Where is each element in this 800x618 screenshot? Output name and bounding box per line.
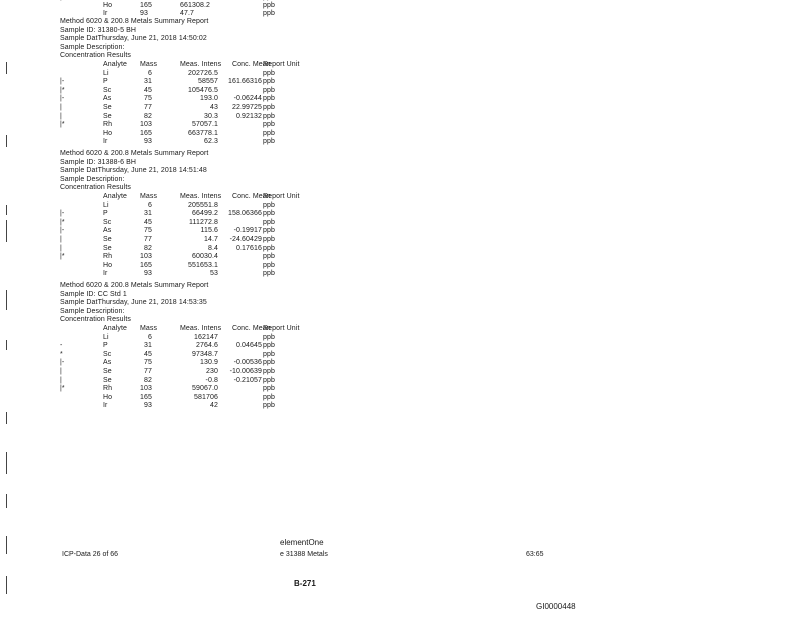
row-flag: |- — [60, 359, 65, 367]
cell-analyte: Se — [103, 376, 112, 384]
cell-analyte: Li — [103, 201, 109, 209]
sample-date: Sample DatThursday, June 21, 2018 14:53:35 — [60, 299, 207, 307]
col-header-meas: Meas. Intens — [180, 61, 222, 68]
cell-unit: ppb — [263, 78, 275, 86]
footer-brand: elementOne — [280, 538, 324, 547]
table-row — [60, 351, 320, 359]
col-header-mass: Mass — [140, 193, 158, 200]
row-flag: |- — [60, 95, 65, 103]
cell-conc: 0.92132 — [235, 112, 262, 120]
cell-mass: 165 — [140, 261, 152, 269]
cell-meas: 53 — [210, 270, 218, 278]
table-row — [60, 70, 320, 78]
cell-analyte: Se — [103, 104, 112, 111]
cell-mass: 45 — [144, 350, 152, 358]
cell-analyte: Rh — [103, 253, 113, 261]
cell-mass: 93 — [144, 270, 152, 278]
row-flag: |* — [60, 86, 65, 94]
table-header — [60, 325, 320, 333]
cell-conc: 161.66316 — [228, 78, 262, 86]
cell-mass: 75 — [144, 95, 152, 103]
cell-analyte: Li — [103, 333, 109, 341]
col-header-analyte: Analyte — [103, 193, 128, 200]
cell-unit: ppb — [263, 342, 275, 350]
cell-meas: 60030.4 — [191, 253, 218, 261]
row-flag: * — [60, 350, 63, 358]
cell-analyte: Sc — [103, 350, 112, 358]
cell-unit: ppb — [263, 201, 275, 209]
row-flag: |- — [60, 227, 65, 235]
cell-meas: 202726.5 — [188, 69, 218, 77]
table-row — [60, 113, 320, 121]
binding-mark — [6, 220, 10, 242]
document-id: GI0000448 — [536, 602, 576, 611]
cell-unit: ppb — [263, 350, 275, 358]
cell-mass: 93 — [144, 138, 152, 146]
binding-mark — [6, 135, 10, 147]
table-header — [60, 61, 320, 69]
cell-conc: -0.19917 — [233, 227, 262, 235]
cell-meas: 551653.1 — [188, 261, 218, 269]
cell-meas: 111272.8 — [189, 218, 218, 226]
sample-id: Sample ID: CC Std 1 — [60, 290, 127, 298]
cell-meas: 57057.1 — [191, 121, 218, 129]
binding-mark — [6, 576, 10, 594]
cell-mass: 77 — [144, 104, 152, 111]
cell-mass: 31 — [144, 342, 152, 350]
col-header-analyte: Analyte — [103, 61, 128, 68]
summary-report — [60, 282, 320, 412]
sample-description: Sample Description: — [60, 175, 125, 183]
cell-mass: 75 — [144, 227, 152, 235]
col-header-unit: Report Unit — [263, 193, 300, 200]
table-row — [60, 402, 320, 410]
page-number: B-271 — [294, 579, 316, 588]
top-partial-rows — [60, 0, 320, 20]
row-flag: | — [60, 244, 62, 252]
table-row — [60, 368, 320, 376]
cell-unit: ppb — [263, 333, 275, 341]
table-row: Ir 93 47.7 ppb — [103, 10, 275, 17]
col-header-conc: Conc. Mean — [232, 325, 271, 332]
row-flag: |* — [60, 253, 65, 261]
cell-unit: ppb — [263, 402, 275, 410]
cell-unit: ppb — [263, 227, 275, 235]
cell-conc: 22.99725 — [232, 104, 262, 111]
cell-analyte: As — [103, 95, 112, 103]
sample-date: Sample DatThursday, June 21, 2018 14:50:02 — [60, 35, 207, 43]
cell-conc: 0.17616 — [235, 244, 262, 252]
cell-unit: ppb — [263, 95, 275, 103]
cell-analyte: Li — [103, 69, 109, 77]
binding-mark — [6, 494, 10, 508]
binding-mark — [6, 340, 10, 350]
table-row: Ho 165 661308.2 ppb — [103, 2, 275, 9]
table-row — [60, 219, 320, 227]
cell-mass: 75 — [144, 359, 152, 367]
cell-analyte: As — [103, 359, 112, 367]
cell-mass: 82 — [144, 376, 152, 384]
sample-description: Sample Description: — [60, 307, 125, 315]
row-flag: - — [60, 342, 63, 350]
table-row — [60, 394, 320, 402]
table-row — [60, 270, 320, 278]
table-row — [60, 104, 320, 112]
cell-mass: 6 — [148, 333, 152, 341]
cell-unit: ppb — [263, 104, 275, 111]
cell-unit: ppb — [263, 359, 275, 367]
table-row — [60, 87, 320, 95]
cell-meas: 8.4 — [207, 244, 218, 252]
cell-mass: 45 — [144, 86, 152, 94]
row-flag: | — [60, 112, 62, 120]
cell-mass: 165 — [140, 393, 152, 401]
cell-meas: 193.0 — [199, 95, 218, 103]
cell-analyte: As — [103, 227, 112, 235]
table-row — [60, 130, 320, 138]
cell-meas: 62.3 — [203, 138, 218, 146]
cell-analyte: Sc — [103, 86, 112, 94]
table-row — [60, 385, 320, 393]
cell-analyte: Ir — [103, 138, 108, 146]
sample-id: Sample ID: 31380-5 BH — [60, 26, 137, 34]
cell-meas: 66499.2 — [191, 210, 218, 218]
col-header-mass: Mass — [140, 61, 158, 68]
table-row — [60, 334, 320, 342]
col-header-meas: Meas. Intens — [180, 325, 222, 332]
table-row — [60, 342, 320, 350]
cell-unit: ppb — [263, 385, 275, 393]
cell-unit: ppb — [263, 129, 275, 137]
cell-mass: 6 — [148, 201, 152, 209]
table-row — [60, 210, 320, 218]
cell-mass: 82 — [144, 244, 152, 252]
cell-unit: ppb — [263, 121, 275, 129]
footer-right: 63:65 — [526, 551, 544, 558]
cell-mass: 103 — [140, 253, 152, 261]
row-flag: |- — [60, 78, 65, 86]
table-row — [60, 236, 320, 244]
cell-unit: ppb — [263, 69, 275, 77]
row-flag: |* — [60, 385, 65, 393]
cell-unit: ppb — [263, 253, 275, 261]
cell-meas: 230 — [206, 368, 218, 375]
cell-conc: 158.06366 — [228, 210, 262, 218]
summary-report — [60, 150, 320, 280]
table-row — [60, 359, 320, 367]
cell-unit: ppb — [263, 261, 275, 269]
table-row — [60, 377, 320, 385]
cell-mass: 77 — [144, 236, 152, 243]
cell-analyte: Ir — [103, 402, 108, 410]
results-label: Concentration Results — [60, 184, 131, 192]
col-header-mass: Mass — [140, 325, 158, 332]
table-row — [60, 202, 320, 210]
cell-mass: 103 — [140, 121, 152, 129]
sample-date: Sample DatThursday, June 21, 2018 14:51:48 — [60, 167, 207, 175]
table-row — [60, 262, 320, 270]
row-flag: |- — [60, 210, 65, 218]
cell-analyte: Ho — [103, 393, 113, 401]
binding-mark — [6, 290, 10, 310]
table-header — [60, 193, 320, 201]
cell-conc: 0.04645 — [235, 342, 262, 350]
cell-meas: 58557 — [198, 78, 218, 86]
cell-conc: -0.06244 — [233, 95, 262, 103]
row-flag: |* — [60, 218, 65, 226]
cell-analyte: Ho — [103, 261, 113, 269]
cell-analyte: P — [103, 210, 108, 218]
table-row — [60, 95, 320, 103]
cell-unit: ppb — [263, 112, 275, 120]
cell-mass: 93 — [144, 402, 152, 410]
cell-meas: 663778.1 — [188, 129, 218, 137]
col-header-unit: Report Unit — [263, 325, 300, 332]
cell-analyte: Se — [103, 236, 112, 243]
cell-analyte: Ir — [103, 270, 108, 278]
cell-analyte: Rh — [103, 121, 113, 129]
table-row — [60, 227, 320, 235]
footer-center: e 31388 Metals — [280, 551, 328, 558]
table-row — [60, 138, 320, 146]
cell-analyte: P — [103, 342, 108, 350]
cell-meas: 205551.8 — [188, 201, 218, 209]
binding-mark — [6, 412, 10, 424]
table-row — [60, 78, 320, 86]
cell-meas: 14.7 — [203, 236, 218, 243]
results-label: Concentration Results — [60, 52, 131, 60]
cell-analyte: Rh — [103, 385, 113, 393]
cell-analyte: Se — [103, 244, 112, 252]
cell-unit: ppb — [263, 86, 275, 94]
report-title: Method 6020 & 200.8 Metals Summary Report — [60, 18, 209, 25]
cell-meas: 162147 — [194, 333, 218, 341]
cell-unit: ppb — [263, 393, 275, 401]
cell-conc: -0.21057 — [233, 376, 262, 384]
cell-mass: 31 — [144, 210, 152, 218]
cell-unit: ppb — [263, 218, 275, 226]
cell-analyte: Ho — [103, 129, 113, 137]
cell-unit: ppb — [263, 368, 275, 375]
cell-mass: 31 — [144, 78, 152, 86]
binding-mark — [6, 205, 10, 215]
sample-description: Sample Description: — [60, 43, 125, 51]
report-title: Method 6020 & 200.8 Metals Summary Report — [60, 282, 209, 289]
cell-mass: 77 — [144, 368, 152, 375]
footer-left: ICP-Data 26 of 66 — [62, 551, 119, 558]
col-header-unit: Report Unit — [263, 61, 300, 68]
cell-unit: ppb — [263, 376, 275, 384]
report-title: Method 6020 & 200.8 Metals Summary Report — [60, 150, 209, 157]
row-flag: | — [60, 376, 62, 384]
cell-meas: 97348.7 — [191, 350, 218, 358]
cell-mass: 165 — [140, 129, 152, 137]
cell-analyte: Se — [103, 368, 112, 375]
cell-analyte: P — [103, 78, 108, 86]
cell-unit: ppb — [263, 244, 275, 252]
cell-conc: -0.00536 — [233, 359, 262, 367]
cell-mass: 45 — [144, 218, 152, 226]
row-flag: |* — [60, 121, 65, 129]
cell-mass: 82 — [144, 112, 152, 120]
binding-mark — [6, 62, 10, 74]
cell-meas: 2764.6 — [195, 342, 218, 350]
sample-id: Sample ID: 31388-6 BH — [60, 158, 137, 166]
cell-analyte: Sc — [103, 218, 112, 226]
cell-unit: ppb — [263, 236, 275, 243]
table-row — [60, 253, 320, 261]
cell-meas: 43 — [210, 104, 218, 111]
cell-conc: -24.60429 — [229, 236, 262, 243]
cell-analyte: Se — [103, 112, 112, 120]
col-header-conc: Conc. Mean — [232, 61, 271, 68]
cell-meas: 581706 — [194, 393, 218, 401]
cell-unit: ppb — [263, 270, 275, 278]
row-flag: | — [60, 368, 62, 375]
col-header-analyte: Analyte — [103, 325, 128, 332]
row-flag: | — [60, 236, 62, 243]
binding-mark — [6, 452, 10, 474]
col-header-meas: Meas. Intens — [180, 193, 222, 200]
cell-unit: ppb — [263, 138, 275, 146]
cell-unit: ppb — [263, 210, 275, 218]
cell-mass: 6 — [148, 69, 152, 77]
cell-meas: 30.3 — [203, 112, 218, 120]
results-label: Concentration Results — [60, 316, 131, 324]
cell-meas: 42 — [210, 402, 218, 410]
table-row — [60, 121, 320, 129]
cell-meas: 130.9 — [199, 359, 218, 367]
cell-meas: 105476.5 — [188, 86, 218, 94]
summary-report — [60, 18, 320, 148]
cell-mass: 103 — [140, 385, 152, 393]
cell-meas: -0.8 — [205, 376, 218, 384]
table-row — [60, 245, 320, 253]
col-header-conc: Conc. Mean — [232, 193, 271, 200]
binding-mark — [6, 536, 10, 554]
cell-meas: 59067.0 — [191, 385, 218, 393]
row-flag: | — [60, 104, 62, 111]
cell-meas: 115.6 — [200, 227, 218, 235]
cell-conc: -10.00639 — [229, 368, 262, 375]
